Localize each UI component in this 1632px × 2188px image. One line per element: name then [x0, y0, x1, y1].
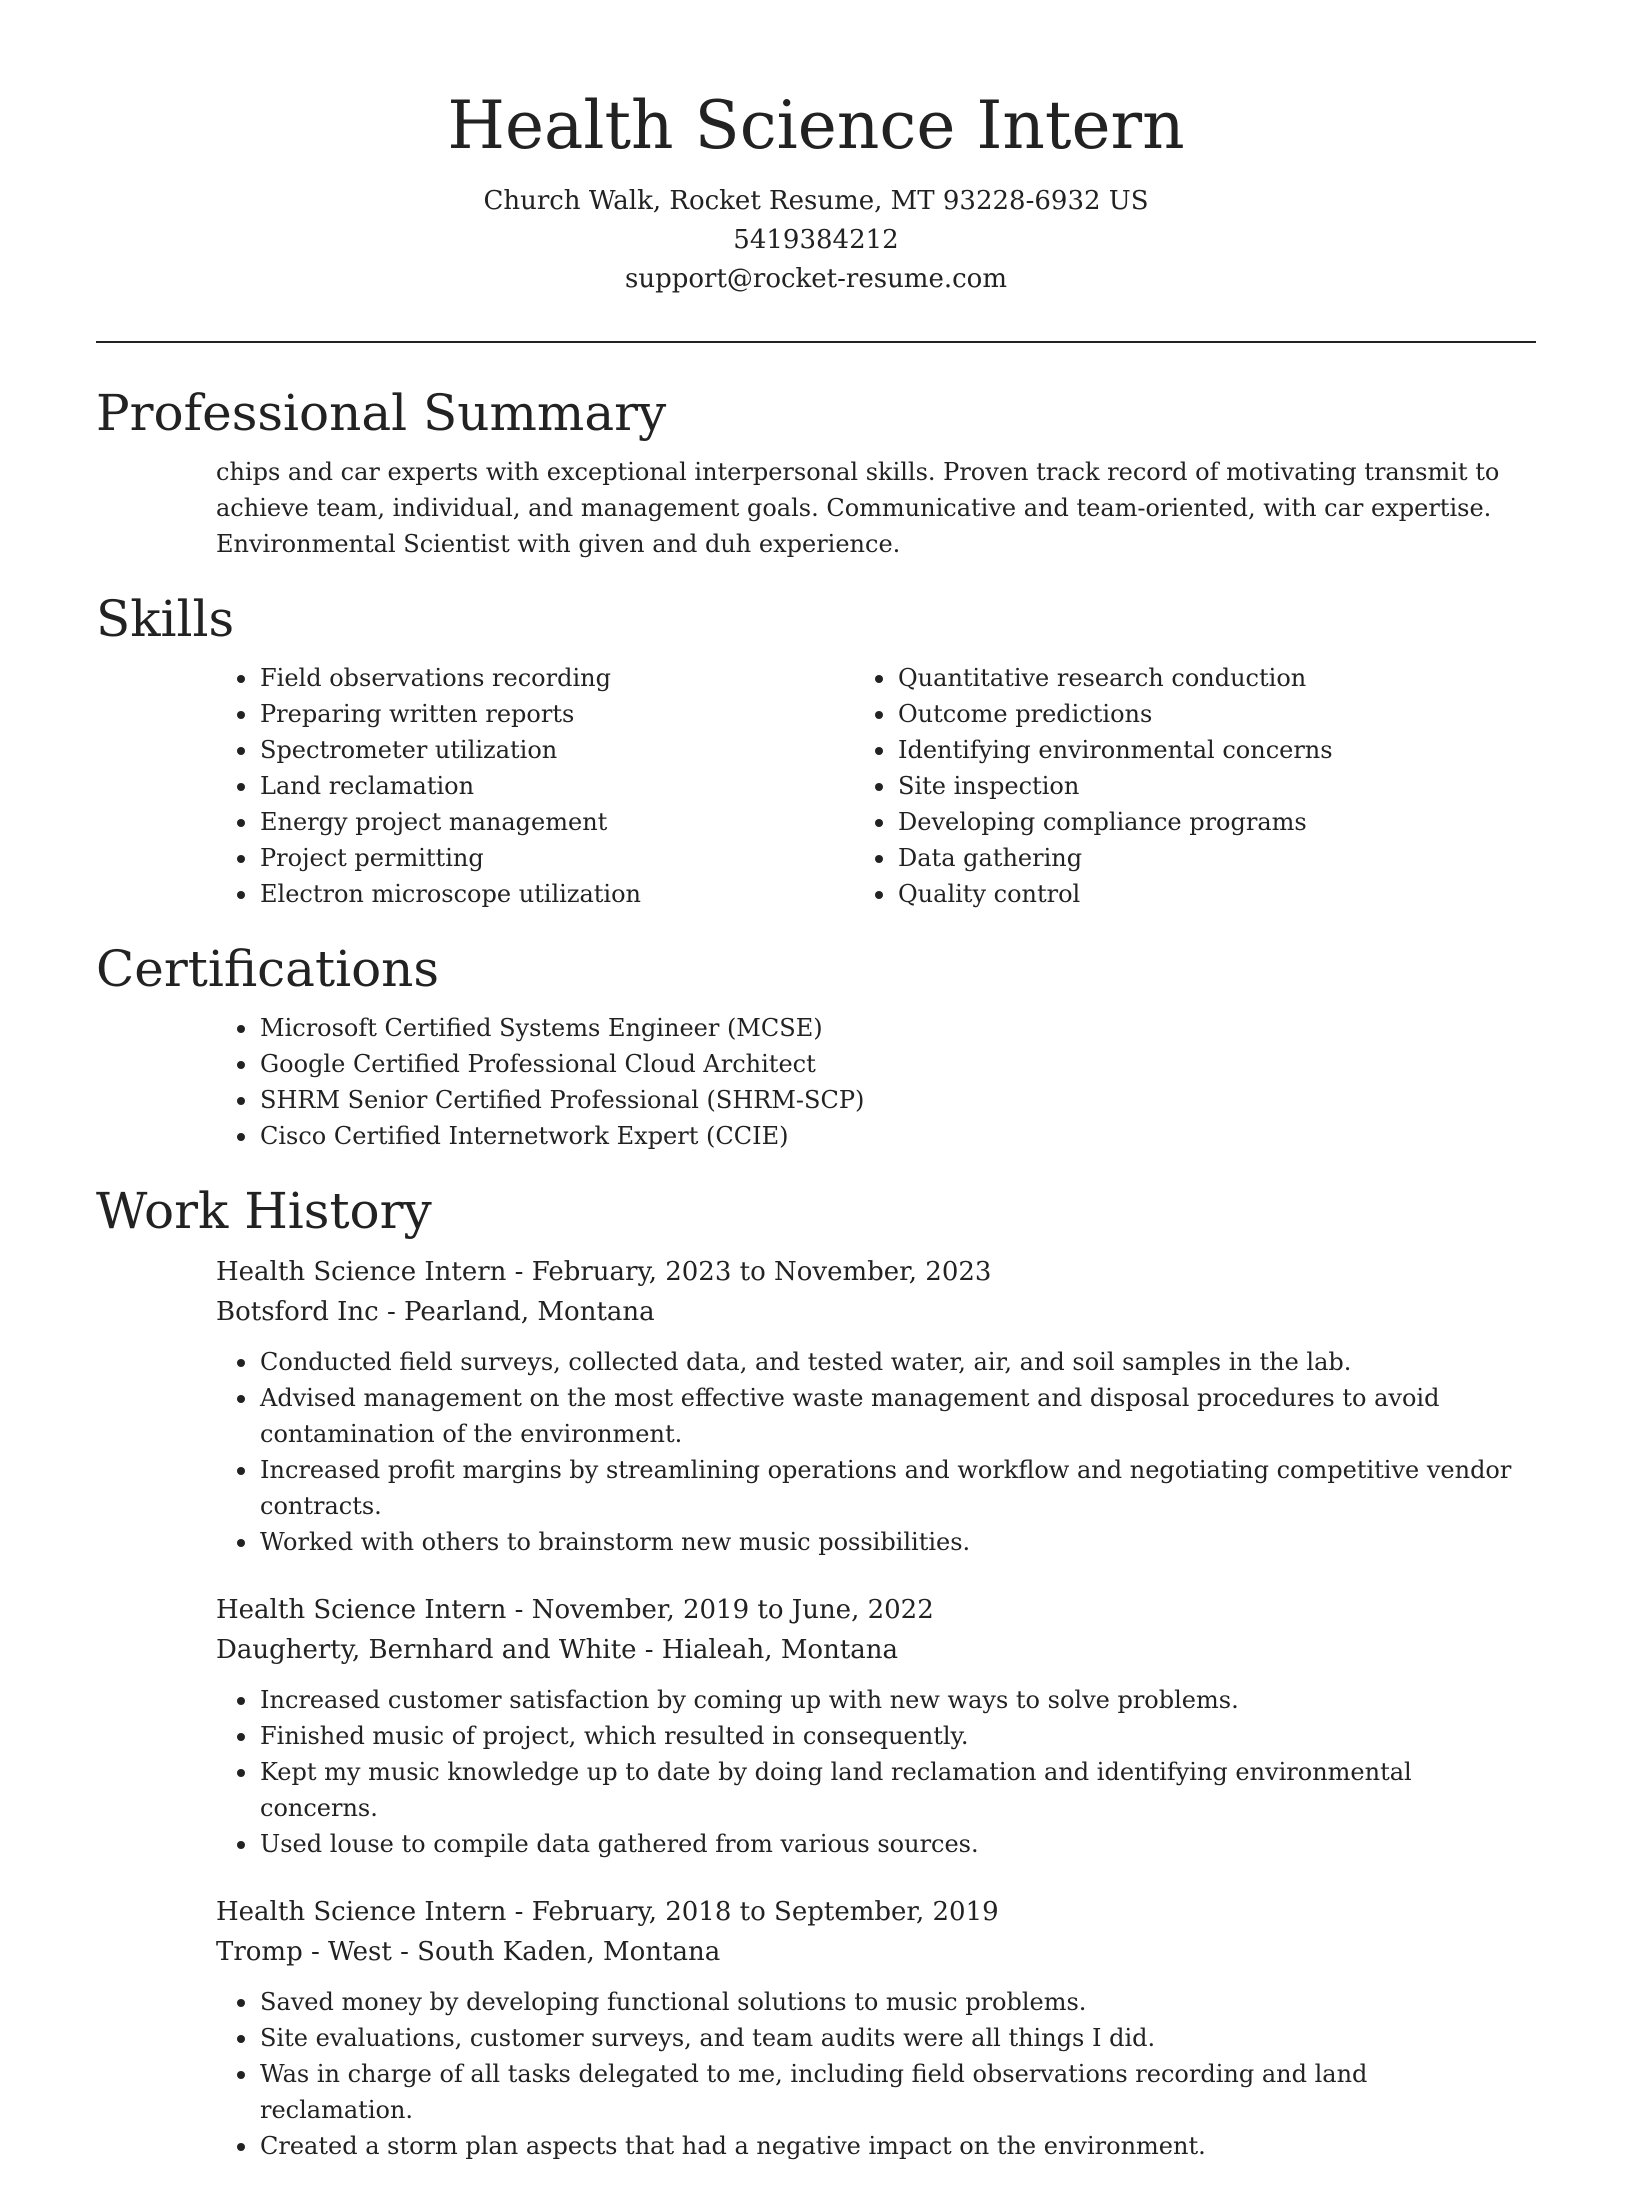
skills-heading: Skills: [96, 590, 235, 648]
contact-block: [0, 182, 1632, 299]
job-duty: Increased profit margins by streamlining operations and workflow and negotiating competitive vendor contracts.: [260, 1452, 1520, 1524]
job-duty: Saved money by developing functional solutions to music problems.: [260, 1984, 1520, 2020]
job-entry: [216, 1584, 1536, 1886]
job-duty: Worked with others to brainstorm new music possibilities.: [260, 1524, 1520, 1560]
skill-item: Site inspection: [898, 768, 1536, 804]
resume-body: [96, 378, 1536, 2188]
job-duty: Used louse to compile data gathered from various sources.: [260, 1826, 1520, 1862]
job-title-dates: Health Science Intern - February, 2018 to September, 2019: [216, 1897, 999, 1927]
skill-item: Preparing written reports: [260, 696, 898, 732]
contact-address: Church Walk, Rocket Resume, MT 93228-6932 US: [483, 186, 1149, 216]
job-title-dates: Health Science Intern - November, 2019 to June, 2022: [216, 1595, 934, 1625]
job-duty: Created a storm plan aspects that had a negative impact on the environment.: [260, 2128, 1520, 2164]
skill-item: Outcome predictions: [898, 696, 1536, 732]
contact-phone: 5419384212: [733, 225, 899, 255]
certification-item: Microsoft Certified Systems Engineer (MCSE): [260, 1010, 1536, 1046]
skills-list-left: [260, 660, 898, 912]
skill-item: Project permitting: [260, 840, 898, 876]
skill-item: Electron microscope utilization: [260, 876, 898, 912]
job-duty: Was in charge of all tasks delegated to me, including field observations recording and land reclamation.: [260, 2056, 1520, 2128]
job-duty: Conducted field surveys, collected data, and tested water, air, and soil samples in the lab.: [260, 1344, 1520, 1380]
work-history-heading: Work History: [96, 1182, 432, 1240]
header-divider: [96, 341, 1536, 343]
job-company: Botsford Inc - Pearland, Montana: [216, 1297, 655, 1327]
job-duty: Advised management on the most effective waste management and disposal procedures to avoid contamination of the environment.: [260, 1380, 1520, 1452]
skills-list-right: [898, 660, 1536, 912]
skills-columns: [96, 654, 1536, 934]
job-title-dates: Health Science Intern - February, 2023 to November, 2023: [216, 1257, 992, 1287]
job-entry: [216, 1886, 1536, 2188]
job-duty: Kept my music knowledge up to date by doing land reclamation and identifying environmental concerns.: [260, 1754, 1520, 1826]
skill-item: Identifying environmental concerns: [898, 732, 1536, 768]
summary-heading: Professional Summary: [96, 384, 667, 442]
certification-item: Cisco Certified Internetwork Expert (CCIE): [260, 1118, 1536, 1154]
certification-item: Google Certified Professional Cloud Architect: [260, 1046, 1536, 1082]
certification-item: SHRM Senior Certified Professional (SHRM-SCP): [260, 1082, 1536, 1118]
candidate-name: Health Science Intern: [447, 87, 1185, 164]
resume-header: [0, 0, 1632, 299]
job-duties-list: [216, 1670, 1520, 1886]
skill-item: Field observations recording: [260, 660, 898, 696]
skill-item: Quality control: [898, 876, 1536, 912]
job-duty: Increased customer satisfaction by coming up with new ways to solve problems.: [260, 1682, 1520, 1718]
skill-item: Data gathering: [898, 840, 1536, 876]
skill-item: Developing compliance programs: [898, 804, 1536, 840]
skill-item: Land reclamation: [260, 768, 898, 804]
skill-item: Spectrometer utilization: [260, 732, 898, 768]
certifications-heading: Certifications: [96, 940, 440, 998]
skill-item: Quantitative research conduction: [898, 660, 1536, 696]
job-company: Tromp - West - South Kaden, Montana: [216, 1937, 721, 1967]
job-duties-list: [216, 1972, 1520, 2188]
certifications-list: [96, 1004, 1536, 1176]
job-duties-list: [216, 1332, 1520, 1584]
job-entry: [216, 1246, 1536, 1584]
job-company: Daugherty, Bernhard and White - Hialeah, Montana: [216, 1635, 899, 1665]
job-duty: Finished music of project, which resulted in consequently.: [260, 1718, 1520, 1754]
summary-text: chips and car experts with exceptional interpersonal skills. Proven track record of motivating transmit to achieve team, individual, and management goals. Communicative and team-oriented, with car expertise. Environmental Scientist with given and duh experience.: [216, 458, 1500, 558]
job-duty: Site evaluations, customer surveys, and team audits were all things I did.: [260, 2020, 1520, 2056]
contact-email: support@rocket-resume.com: [624, 264, 1007, 294]
skill-item: Energy project management: [260, 804, 898, 840]
